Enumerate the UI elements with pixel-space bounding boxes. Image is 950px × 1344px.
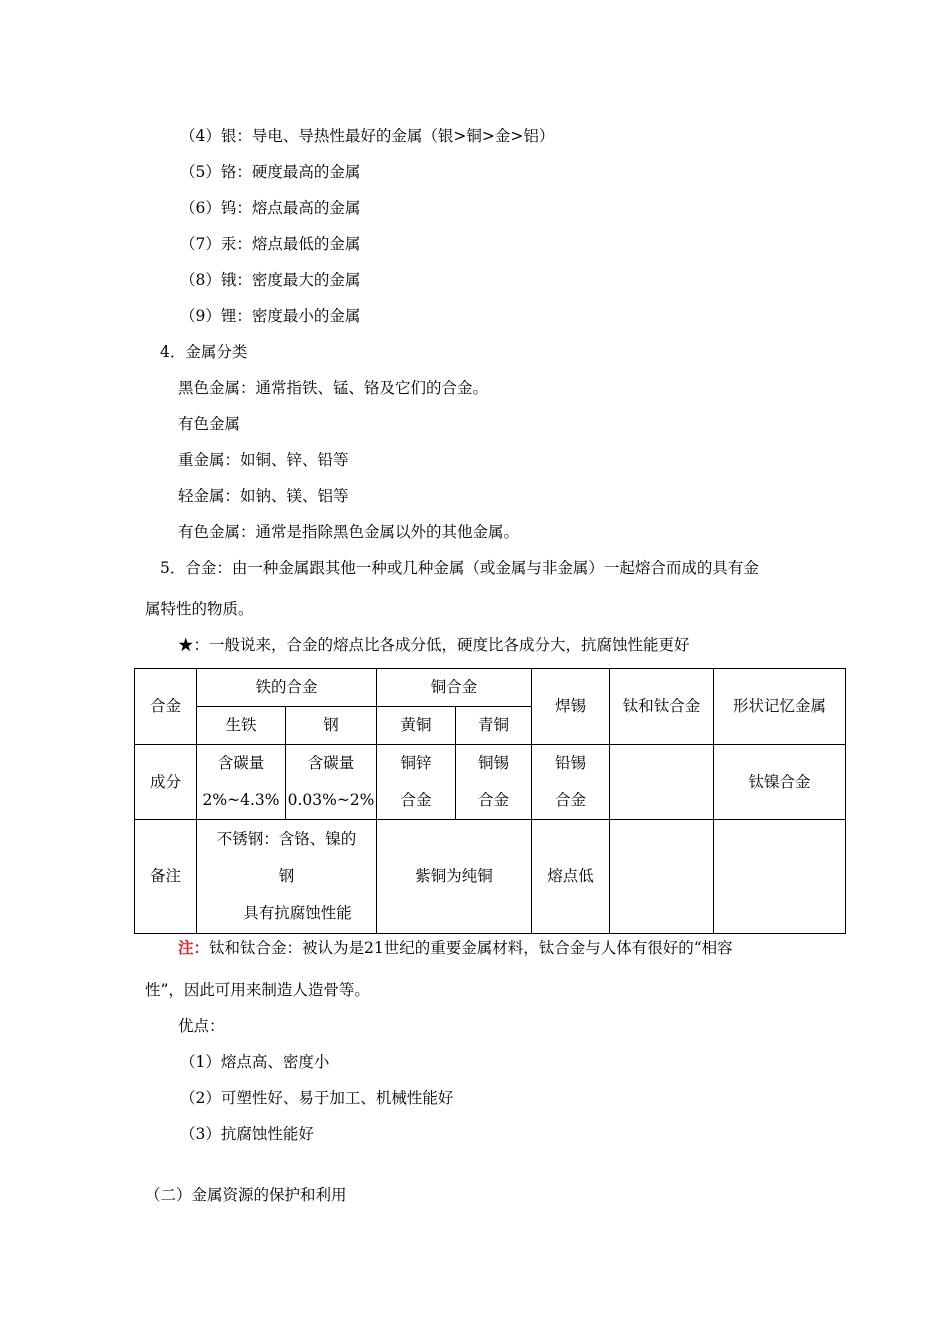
cell-iron-notes: 不锈钢：含铬、镍的 钢 具有抗腐蚀性能	[197, 820, 377, 934]
header-solder: 焊锡	[532, 669, 610, 745]
header-pig-iron: 生铁	[197, 707, 286, 745]
row-label-alloy: 合金	[135, 669, 197, 745]
note-line	[178, 938, 733, 958]
cell-titanium-composition	[610, 745, 714, 820]
alloy-table	[134, 668, 846, 934]
cell-pig-iron-composition: 含碳量 2%~4.3%	[197, 745, 286, 820]
note-line-continued: 性”，因此可用来制造人造骨等。	[145, 981, 370, 999]
star-note: ★：一般说来，合金的熔点比各成分低，硬度比各成分大，抗腐蚀性能更好	[178, 636, 690, 654]
header-copper-alloys: 铜合金	[377, 669, 532, 707]
advantage-item: （3）抗腐蚀性能好	[180, 1125, 314, 1143]
header-brass: 黄铜	[377, 707, 456, 745]
paragraph-line: 有色金属：通常是指除黑色金属以外的其他金属。	[178, 523, 520, 541]
section-heading: 4．金属分类	[160, 343, 248, 361]
header-titanium: 钛和钛合金	[610, 669, 714, 745]
header-bronze: 青铜	[456, 707, 532, 745]
list-item: （6）钨：熔点最高的金属	[180, 199, 361, 217]
paragraph-line: 属特性的物质。	[145, 600, 254, 618]
cell-sma-composition: 钛镍合金	[714, 745, 846, 820]
note-text: 钛和钛合金：被认为是21世纪的重要金属材料，钛合金与人体有很好的“相容	[209, 939, 733, 957]
row-label-notes: 备注	[135, 820, 197, 934]
list-item: （8）锇：密度最大的金属	[180, 271, 361, 289]
list-item: （9）锂：密度最小的金属	[180, 307, 361, 325]
paragraph-line: 黑色金属：通常指铁、锰、铬及它们的合金。	[178, 379, 489, 397]
header-shape-memory: 形状记忆金属	[714, 669, 846, 745]
paragraph-line: 有色金属	[178, 415, 241, 433]
paragraph-line: 重金属：如铜、锌、铅等	[178, 451, 349, 469]
header-iron-alloys: 铁的合金	[197, 669, 377, 707]
row-label-composition: 成分	[135, 745, 197, 820]
cell-solder-composition: 铅锡 合金	[532, 745, 610, 820]
list-item: （4）银：导电、导热性最好的金属（银>铜>金>铝）	[180, 127, 555, 145]
advantage-item: （2）可塑性好、易于加工、机械性能好	[180, 1089, 454, 1107]
cell-copper-notes: 紫铜为纯铜	[377, 820, 532, 934]
advantage-item: （1）熔点高、密度小	[180, 1053, 330, 1071]
cell-sma-notes	[714, 820, 846, 934]
paragraph-line: 轻金属：如钠、镁、铝等	[178, 487, 349, 505]
cell-bronze-composition: 铜锡 合金	[456, 745, 532, 820]
list-item: （7）汞：熔点最低的金属	[180, 235, 361, 253]
note-label: 注：	[178, 938, 210, 957]
advantages-heading: 优点：	[178, 1017, 225, 1035]
section-heading: （二）金属资源的保护和利用	[145, 1186, 347, 1204]
header-steel: 钢	[286, 707, 377, 745]
section-heading: 5．合金：由一种金属跟其他一种或几种金属（或金属与非金属）一起熔合而成的具有金	[160, 559, 759, 577]
list-item: （5）铬：硬度最高的金属	[180, 163, 361, 181]
cell-brass-composition: 铜锌 合金	[377, 745, 456, 820]
cell-solder-notes: 熔点低	[532, 820, 610, 934]
cell-steel-composition: 含碳量 0.03%~2%	[286, 745, 377, 820]
cell-titanium-notes	[610, 820, 714, 934]
